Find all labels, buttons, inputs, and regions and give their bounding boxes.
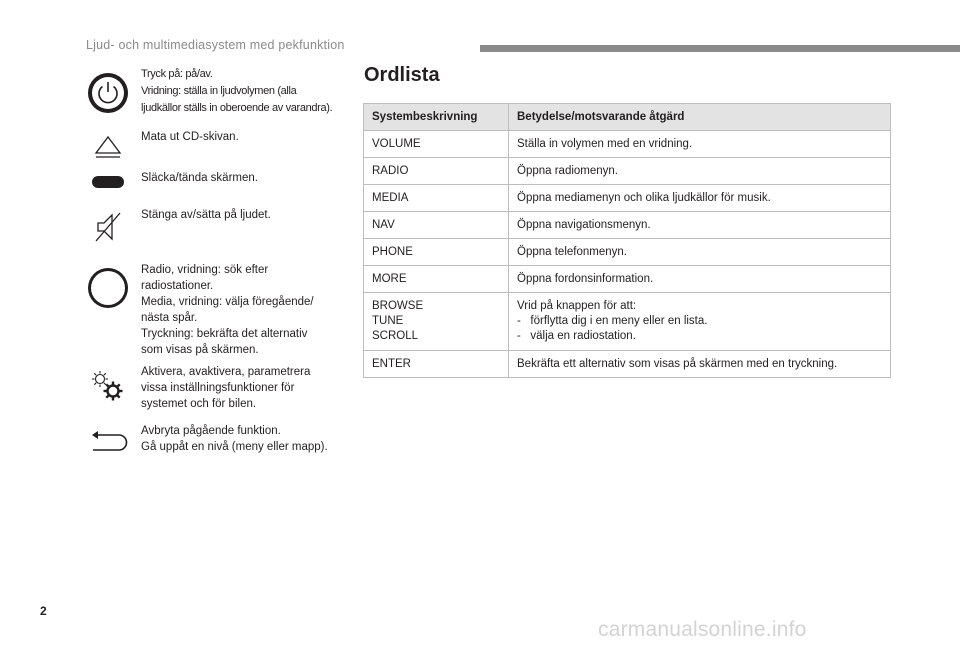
control-text-line: Släcka/tända skärmen.	[141, 172, 258, 184]
table-row	[364, 293, 891, 351]
control-text-line: Mata ut CD-skivan.	[141, 131, 239, 143]
control-text-line: vissa inställningsfunktioner för	[141, 382, 295, 394]
glossary-term: MEDIA	[364, 185, 509, 212]
table-row	[364, 351, 891, 378]
glossary-meaning: Öppna navigationsmenyn.	[509, 212, 891, 239]
table-row	[364, 239, 891, 266]
control-text-line: som visas på skärmen.	[141, 344, 259, 356]
control-text-line: systemet och för bilen.	[141, 398, 257, 410]
table-row	[364, 158, 891, 185]
control-text-line: Gå uppåt en nivå (meny eller mapp).	[141, 441, 328, 453]
glossary-meaning: Öppna radiomenyn.	[509, 158, 891, 185]
control-text-line: Radio, vridning: sök efter	[141, 264, 269, 276]
back-arrow-icon	[80, 428, 136, 454]
table-row	[364, 131, 891, 158]
table-row	[364, 185, 891, 212]
control-text-line: nästa spår.	[141, 312, 198, 324]
control-text-line: ljudkällor ställs in oberoende av varandra).	[141, 102, 333, 114]
glossary-term: PHONE	[364, 239, 509, 266]
glossary-header-row	[364, 104, 891, 131]
table-row	[364, 266, 891, 293]
eject-icon	[80, 135, 136, 159]
glossary-meaning: Ställa in volymen med en vridning.	[509, 131, 891, 158]
control-text-line: Avbryta pågående funktion.	[141, 425, 281, 437]
control-text-line: Aktivera, avaktivera, parametrera	[141, 366, 311, 378]
glossary-term: RADIO	[364, 158, 509, 185]
glossary-meaning-line: - välja en radiostation.	[517, 330, 636, 342]
control-text-line: Stänga av/sätta på ljudet.	[141, 209, 271, 221]
glossary-meaning: Öppna mediamenyn och olika ljudkällor för musik.	[509, 185, 891, 212]
rotary-knob-icon	[80, 266, 136, 310]
mute-icon	[80, 210, 136, 244]
glossary-term-line: SCROLL	[372, 330, 419, 342]
glossary-meaning-line: Vrid på knappen för att:	[517, 300, 637, 312]
glossary-meaning-line: - förflytta dig i en meny eller en lista.	[517, 315, 708, 327]
control-text-line: Tryck på: på/av.	[141, 68, 213, 80]
glossary-term-line: BROWSE	[372, 300, 424, 312]
glossary-header-term: Systembeskrivning	[364, 104, 509, 131]
control-text-line: Vridning: ställa in ljudvolymen (alla	[141, 85, 297, 97]
glossary-header-meaning: Betydelse/motsvarande åtgärd	[509, 104, 891, 131]
control-text-line: Media, vridning: välja föregående/	[141, 296, 314, 308]
glossary-meaning	[509, 293, 891, 351]
glossary-table	[363, 103, 891, 378]
glossary-term: MORE	[364, 266, 509, 293]
glossary-meaning: Öppna fordonsinformation.	[509, 266, 891, 293]
watermark: carmanualsonline.info	[598, 618, 807, 641]
control-text-line: radiostationer.	[141, 280, 214, 292]
page-number: 2	[40, 604, 47, 618]
glossary-meaning: Bekräfta ett alternativ som visas på skärmen med en tryckning.	[509, 351, 891, 378]
page-header-bar	[480, 45, 960, 52]
screen-toggle-icon	[80, 175, 136, 189]
glossary-term	[364, 293, 509, 351]
glossary-term: VOLUME	[364, 131, 509, 158]
settings-gears-icon	[80, 368, 136, 404]
glossary-term: NAV	[364, 212, 509, 239]
control-text-line: Tryckning: bekräfta det alternativ	[141, 328, 308, 340]
table-row	[364, 212, 891, 239]
power-button-icon	[80, 71, 136, 115]
glossary-term: ENTER	[364, 351, 509, 378]
glossary-term-line: TUNE	[372, 315, 404, 327]
glossary-meaning: Öppna telefonmenyn.	[509, 239, 891, 266]
glossary-title: Ordlista	[364, 64, 440, 86]
page-header-title: Ljud- och multimediasystem med pekfunktion	[86, 38, 345, 52]
